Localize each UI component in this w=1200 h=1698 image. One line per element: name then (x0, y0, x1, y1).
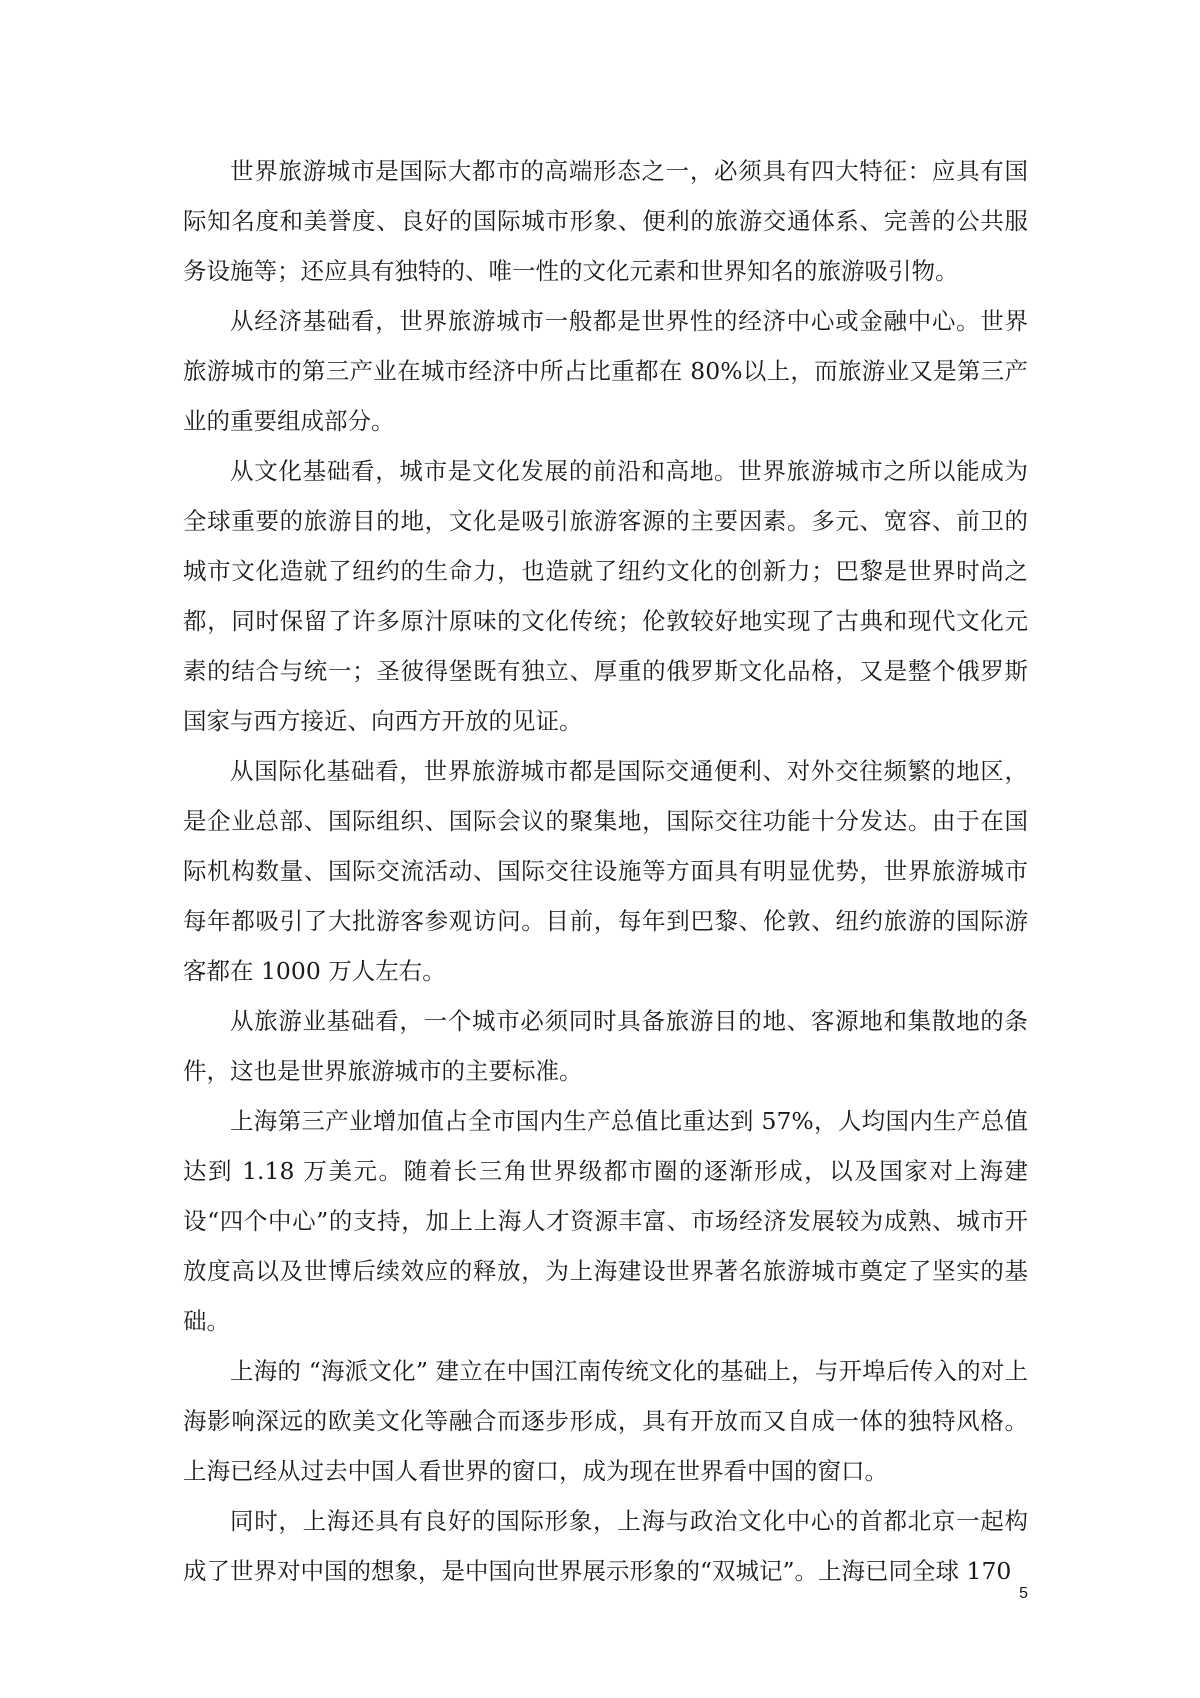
paragraph-8: 同时，上海还具有良好的国际形象，上海与政治文化中心的首都北京一起构成了世界对中国的想象，是中国向世界展示形象的“双城记”。上海已同全球 170 (183, 1507, 1028, 1585)
paragraph-1: 世界旅游城市是国际大都市的高端形态之一，必须具有四大特征：应具有国际知名度和美誉度、良好的国际城市形象、便利的旅游交通体系、完善的公共服务设施等；还应具有独特的、唯一性的文化元素和世界知名的旅游吸引物。 (183, 157, 1028, 285)
paragraph-5: 从旅游业基础看，一个城市必须同时具备旅游目的地、客源地和集散地的条件，这也是世界旅游城市的主要标准。 (183, 1007, 1028, 1085)
paragraph-6: 上海第三产业增加值占全市国内生产总值比重达到 57%，人均国内生产总值达到 1.18 万美元。随着长三角世界级都市圈的逐渐形成，以及国家对上海建设“四个中心”的支持，加上上海人才资源丰富、市场经济发展较为成熟、城市开放度高以及世博后续效应的释放，为上海建设世界著名旅游城市奠定了坚实的基础。 (183, 1107, 1028, 1335)
paragraph-2: 从经济基础看，世界旅游城市一般都是世界性的经济中心或金融中心。世界旅游城市的第三产业在城市经济中所占比重都在 80%以上，而旅游业又是第三产业的重要组成部分。 (183, 307, 1028, 435)
paragraph-3: 从文化基础看，城市是文化发展的前沿和高地。世界旅游城市之所以能成为全球重要的旅游目的地，文化是吸引旅游客源的主要因素。多元、宽容、前卫的城市文化造就了纽约的生命力，也造就了纽约文化的创新力；巴黎是世界时尚之都，同时保留了许多原汁原味的文化传统；伦敦较好地实现了古典和现代文化元素的结合与统一；圣彼得堡既有独立、厚重的俄罗斯文化品格，又是整个俄罗斯国家与西方接近、向西方开放的见证。 (183, 457, 1028, 735)
page-number: 5 (1019, 1585, 1028, 1602)
body-text (183, 146, 1028, 1596)
paragraph-7: 上海的 “海派文化” 建立在中国江南传统文化的基础上，与开埠后传入的对上海影响深远的欧美文化等融合而逐步形成，具有开放而又自成一体的独特风格。上海已经从过去中国人看世界的窗口，成为现在世界看中国的窗口。 (183, 1357, 1028, 1485)
paragraph-4: 从国际化基础看，世界旅游城市都是国际交通便利、对外交往频繁的地区，是企业总部、国际组织、国际会议的聚集地，国际交往功能十分发达。由于在国际机构数量、国际交流活动、国际交往设施等方面具有明显优势，世界旅游城市每年都吸引了大批游客参观访问。目前，每年到巴黎、伦敦、纽约旅游的国际游客都在 1000 万人左右。 (183, 757, 1028, 985)
